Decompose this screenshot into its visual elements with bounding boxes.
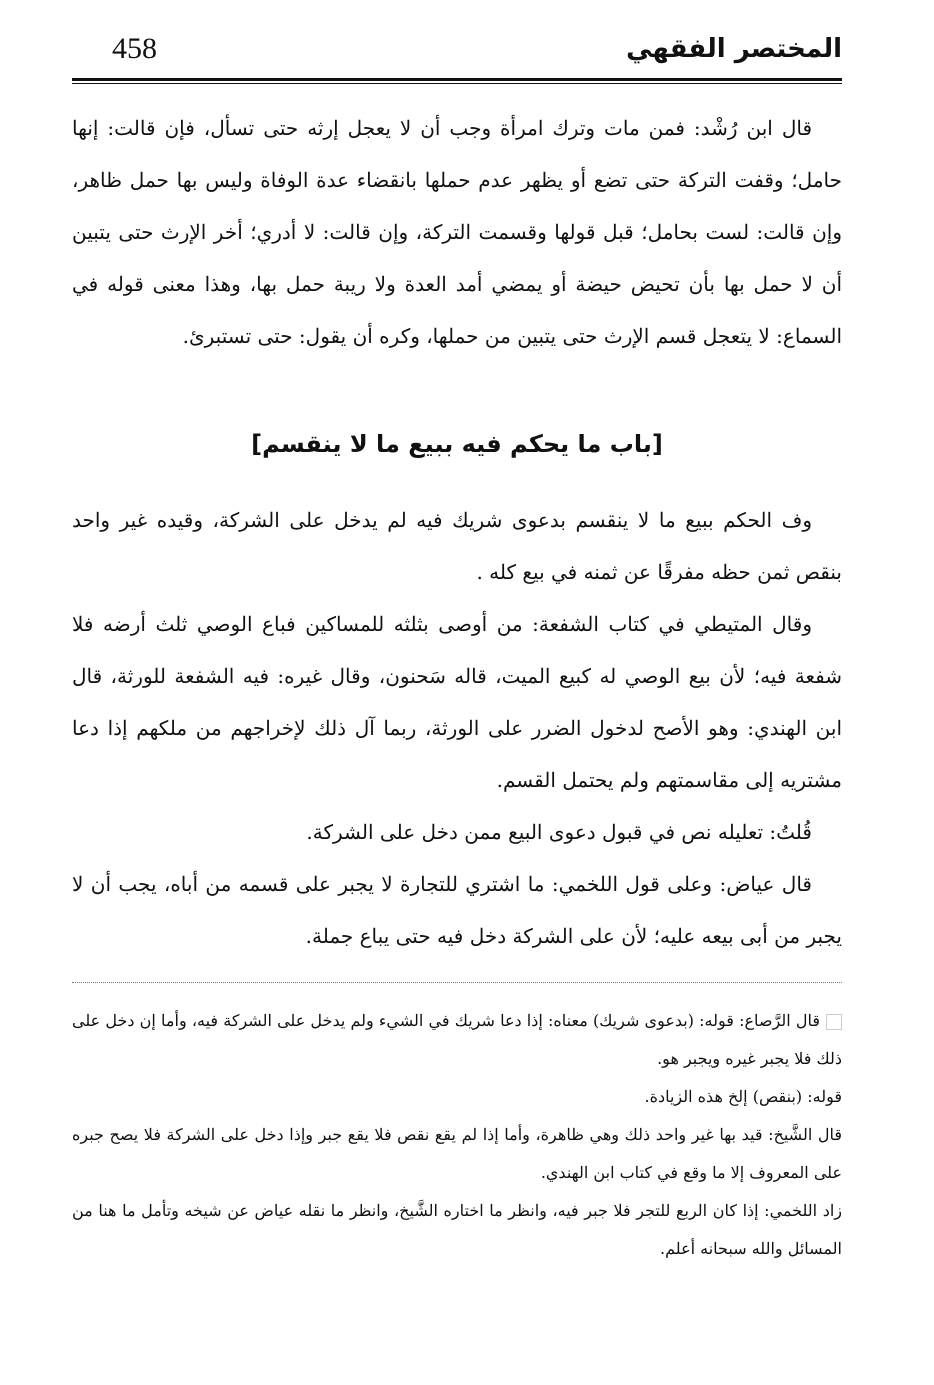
paragraph: وف الحكم ببيع ما لا ينقسم بدعوى شريك فيه لم يدخل على الشركة، وقيده غير واحد بنقص ثمن حظه مفرقًا عن ثمنه في بيع كله . <box>72 508 842 584</box>
footnote: زاد اللخمي: إذا كان الربع للتجر فلا جبر فيه، وانظر ما اختاره الشَّيخ، وانظر ما نقله عياض عن شيخه وتأمل ما هنا من المسائل والله سبحانه أعلم. <box>72 1201 842 1258</box>
footnotes <box>72 1002 842 1268</box>
paragraph: قُلتُ: تعليله نص في قبول دعوى البيع ممن دخل على الشركة. <box>306 820 812 844</box>
section-one <box>72 102 842 362</box>
paragraph: قال عياض: وعلى قول اللخمي: ما اشتري للتجارة لا يجبر على قسمه من أباه، يجب أن لا يجبر من أبى بيعه عليه؛ لأن على الشركة دخل فيه حتى يباع جملة. <box>72 872 842 948</box>
page-header <box>72 22 842 84</box>
footnote: قال الشَّيخ: قيد بها غير واحد ذلك وهي ظاهرة، وأما إذا لم يقع نقص فلا يقع جبر وإذا دخل على الشركة فلا يصح جبره على المعروف إلا ما وقع في كتاب ابن الهندي. <box>72 1125 842 1182</box>
page-number: 458 <box>112 32 157 65</box>
running-title: المختصر الفقهي <box>626 34 842 64</box>
footnote-text: قال الرَّصاع: قوله: (بدعوى شريك) معناه: إذا دعا شريك في الشيء ولم يدخل على الشركة فيه، وأما إن دخل على ذلك فلا يجبر غيره ويجبر هو. <box>72 1011 842 1068</box>
paragraph: قال ابن رُشْد: فمن مات وترك امرأة وجب أن لا يعجل إرثه حتى تسأل، فإن قالت: إنها حامل؛ وقفت التركة حتى تضع أو يظهر عدم حملها بانقضاء عدة الوفاة وليس بها حمل ظاهر، وإن قالت: لست بحامل؛ قبل قولها وقسمت التركة، وإن قالت: لا أدري؛ أخر الإرث حتى يتبين أن لا حمل بها بأن تحيض حيضة أو يمضي أمد العدة ولا ريبة حمل بها، وهذا معنى قوله في السماع: لا يتعجل قسم الإرث حتى يتبين من حملها، وكره أن يقول: حتى تستبرئ. <box>72 116 842 348</box>
header-rule <box>72 78 842 81</box>
footnote-marker-icon <box>826 1014 842 1030</box>
footnote: قوله: (بنقص) إلخ هذه الزيادة. <box>644 1087 842 1106</box>
footnote-separator <box>72 982 842 983</box>
paragraph: وقال المتيطي في كتاب الشفعة: من أوصى بثلثه للمساكين فباع الوصي ثلث أرضه فلا شفعة فيه؛ لأن بيع الوصي له كبيع الميت، قاله سَحنون، وقال غيره: فيه الشفعة للورثة، قال ابن الهندي: وهو الأصح لدخول الضرر على الورثة، ربما آل ذلك لإخراجهم من ملكهم إذا دعا مشتريه إلى مقاسمتهم ولم يحتمل القسم. <box>72 612 842 792</box>
section-two <box>72 494 842 962</box>
section-heading: [باب ما يحكم فيه ببيع ما لا ينقسم] <box>251 430 663 458</box>
footnote <box>72 1002 842 1078</box>
header-rule-thin <box>72 83 842 84</box>
